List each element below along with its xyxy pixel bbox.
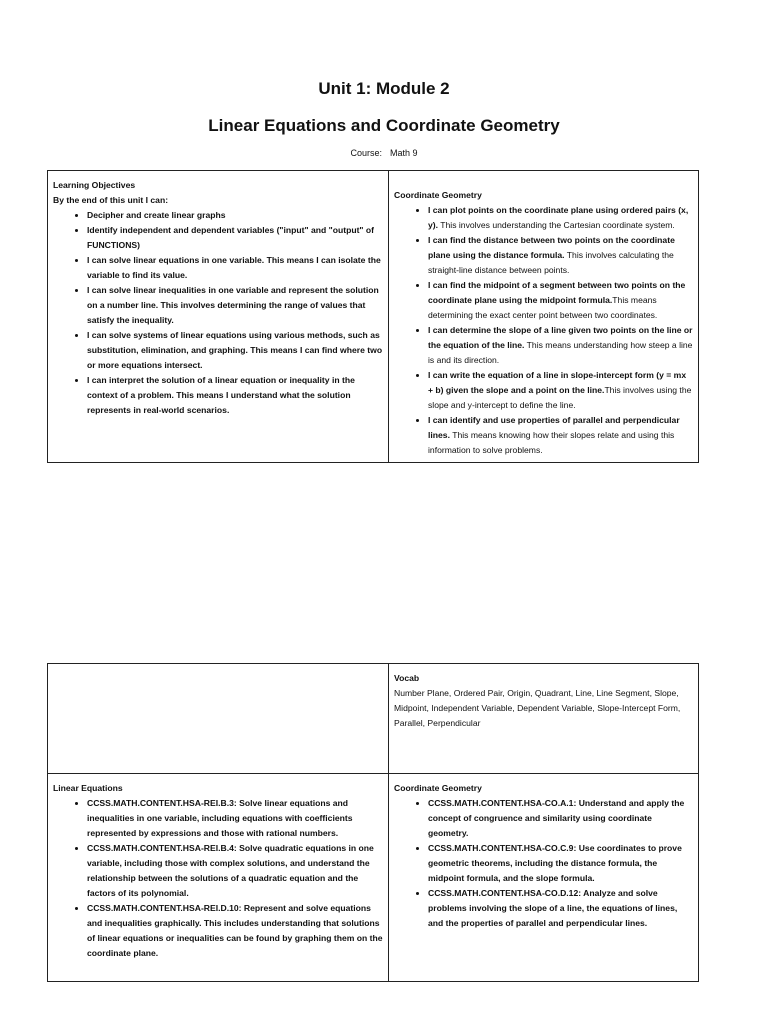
list-item bbox=[428, 368, 693, 413]
geometry-standards-cell bbox=[389, 774, 699, 982]
linear-standards-list bbox=[53, 796, 383, 961]
objective-detail-text: This involves using the slope and y-intercept to define the line. bbox=[428, 385, 692, 410]
course-value: Math 9 bbox=[390, 148, 418, 158]
list-item: • Decipher and create linear graphs bbox=[87, 208, 383, 223]
linear-standards-cell bbox=[48, 774, 389, 982]
list-item bbox=[428, 323, 693, 368]
objective-bold-text: I can find the distance between two points on the coordinate plane using the distance formula. bbox=[428, 235, 675, 260]
objectives-table bbox=[47, 170, 699, 463]
vocab-text: Number Plane, Ordered Pair, Origin, Quadrant, Line, Line Segment, Slope, Midpoint, Independent Variable, Dependent Variable, Slope-Intercept Form, Parallel, Perpendicular bbox=[394, 688, 681, 728]
list-item bbox=[428, 233, 693, 278]
objective-bold-text: I can plot points on the coordinate plane using ordered pairs (x, y). bbox=[428, 205, 689, 230]
objective-bold-text: I can find the midpoint of a segment between two points on the coordinate plane using the midpoint formula. bbox=[428, 280, 686, 305]
list-item: • CCSS.MATH.CONTENT.HSA-CO.C.9: Use coordinates to prove geometric theorems, including the distance formula, the midpoint formula, and the slope formula. bbox=[428, 841, 693, 886]
list-item: • Identify independent and dependent variables ("input" and "output" of FUNCTIONS) bbox=[87, 223, 383, 253]
geometry-standards-heading: Coordinate Geometry bbox=[394, 783, 482, 793]
learning-objectives-intro: By the end of this unit I can: bbox=[53, 195, 169, 205]
learning-objectives-cell bbox=[48, 171, 389, 463]
objective-detail-text: This means understanding how steep a line is and its direction. bbox=[428, 340, 693, 365]
learning-objectives-heading: Learning Objectives bbox=[53, 180, 136, 190]
unit-title: Unit 1: Module 2 bbox=[318, 79, 450, 98]
list-item bbox=[428, 203, 693, 233]
objective-detail-text: This means determining the exact center point between two coordinates. bbox=[428, 295, 658, 320]
objective-bold-text: I can determine the slope of a line given two points on the line or the equation of the line. bbox=[428, 325, 693, 350]
objective-detail-text: This means knowing how their slopes relate and using this information to solve problems. bbox=[428, 430, 675, 455]
list-item bbox=[428, 278, 693, 323]
list-item: • I can solve systems of linear equations using various methods, such as substitution, elimination, and graphing. This means I can find where two or more equations intersect. bbox=[87, 328, 383, 373]
geometry-standards-list bbox=[394, 796, 693, 931]
empty-cell bbox=[48, 664, 389, 774]
module-title: Linear Equations and Coordinate Geometry bbox=[208, 116, 560, 135]
coordinate-objectives-heading: Coordinate Geometry bbox=[394, 190, 482, 200]
coordinate-objectives-list bbox=[394, 203, 693, 458]
list-item: • CCSS.MATH.CONTENT.HSA-REI.B.4: Solve quadratic equations in one variable, including those with complex solutions, and understand the relationship between the solutions of a quadratic equation and the factors of its polynomial. bbox=[87, 841, 383, 901]
objective-detail-text: This involves understanding the Cartesian coordinate system. bbox=[438, 220, 675, 230]
vocab-cell bbox=[389, 664, 699, 774]
list-item: • I can interpret the solution of a linear equation or inequality in the context of a problem. This means I understand what the solution represents in real-world scenarios. bbox=[87, 373, 383, 418]
vocab-heading: Vocab bbox=[394, 673, 420, 683]
coordinate-objectives-cell bbox=[389, 171, 699, 463]
learning-objectives-list bbox=[53, 208, 383, 418]
linear-standards-heading: Linear Equations bbox=[53, 783, 123, 793]
list-item: • CCSS.MATH.CONTENT.HSA-CO.A.1: Understand and apply the concept of congruence and similarity using coordinate geometry. bbox=[428, 796, 693, 841]
list-item: • CCSS.MATH.CONTENT.HSA-CO.D.12: Analyze and solve problems involving the slope of a line, the equations of lines, and the properties of parallel and perpendicular lines. bbox=[428, 886, 693, 931]
list-item: • CCSS.MATH.CONTENT.HSA-REI.D.10: Represent and solve equations and inequalities graphically. This includes understanding that solutions of linear equations or inequalities can be found by graphing them on the coordinate plane. bbox=[87, 901, 383, 961]
list-item: • CCSS.MATH.CONTENT.HSA-REI.B.3: Solve linear equations and inequalities in one variable, including equations with coefficients represented by expressions and those with rational numbers. bbox=[87, 796, 383, 841]
course-line bbox=[0, 148, 768, 158]
list-item bbox=[428, 413, 693, 458]
objective-detail-text: This involves calculating the straight-line distance between points. bbox=[428, 250, 674, 275]
list-item: • I can solve linear inequalities in one variable and represent the solution on a number line. This involves determining the range of values that satisfy the inequality. bbox=[87, 283, 383, 328]
list-item: • I can solve linear equations in one variable. This means I can isolate the variable to find its value. bbox=[87, 253, 383, 283]
standards-table bbox=[47, 663, 699, 982]
course-label: Course: bbox=[350, 148, 382, 158]
objective-bold-text: I can identify and use properties of parallel and perpendicular lines. bbox=[428, 415, 680, 440]
objective-bold-text: I can write the equation of a line in slope-intercept form (y = mx + b) given the slope and a point on the line. bbox=[428, 370, 687, 395]
